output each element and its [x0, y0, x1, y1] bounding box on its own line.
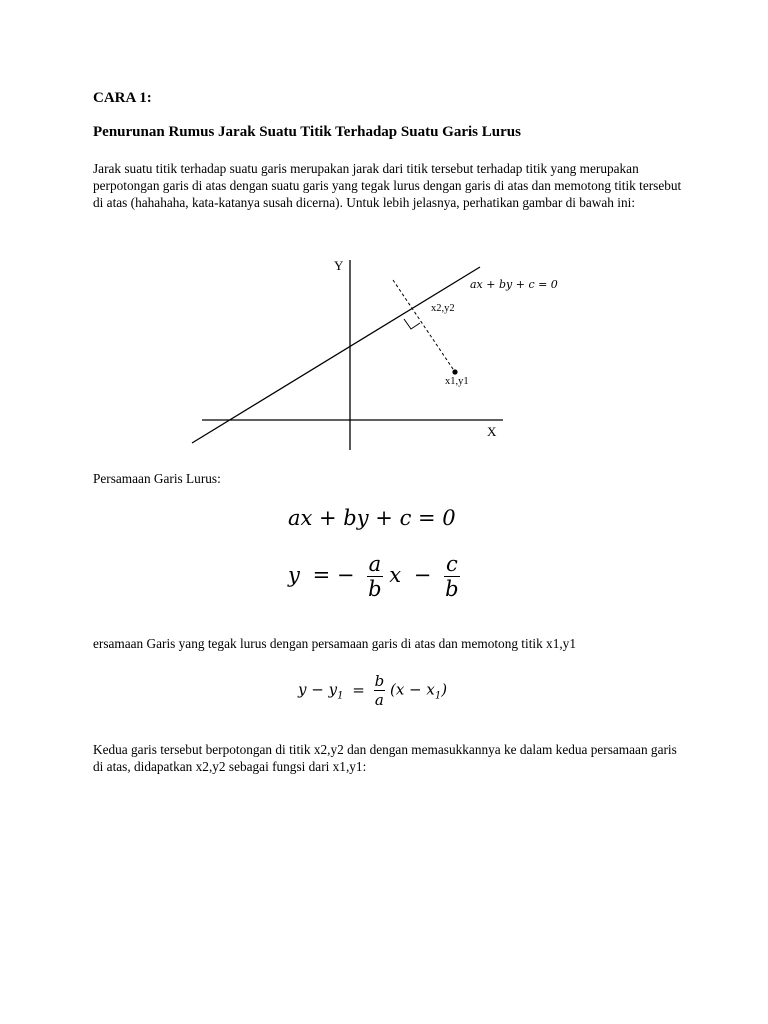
- equation-line-slope-form: [288, 552, 460, 601]
- eq3-rhs-subscript: 1: [434, 690, 442, 702]
- line-equation-label: ax + by + c = 0: [470, 278, 558, 291]
- eq2-frac-c-num: c: [445, 552, 458, 576]
- point-x2y2-label: x2,y2: [431, 303, 455, 314]
- eq3-frac-num: b: [374, 672, 385, 690]
- eq2-minus: −: [413, 563, 432, 587]
- perpendicular-paragraph-text: ersamaan Garis yang tegak lurus dengan persamaan garis di atas dan memotong titik x1,y1: [93, 636, 576, 651]
- label-persamaan-garis: [93, 470, 683, 487]
- point-x1y1-dot: [452, 369, 457, 374]
- label-persamaan-garis-text: Persamaan Garis Lurus:: [93, 471, 221, 486]
- right-angle-marker: [404, 319, 420, 329]
- main-line: [192, 267, 480, 443]
- equation-perpendicular-line: [298, 672, 447, 709]
- document-title: Penurunan Rumus Jarak Suatu Titik Terhadap Suatu Garis Lurus: [93, 124, 521, 140]
- intersection-paragraph-text: Kedua garis tersebut berpotongan di titik x2,y2 dan dengan memasukkannya ke dalam kedua persamaan garis di atas, didapatkan x2,y2 sebagai fungsi dari x1,y1:: [93, 742, 677, 774]
- eq2-frac-c-den: b: [445, 577, 459, 601]
- eq2-fraction-c-b: [444, 552, 459, 601]
- equation-line-general: ax + by + c = 0: [288, 506, 456, 530]
- section-heading: CARA 1:: [93, 90, 152, 106]
- distance-diagram: [180, 250, 580, 460]
- point-x1y1-label: x1,y1: [445, 376, 469, 387]
- intersection-paragraph: [93, 741, 683, 775]
- x-axis-label: X: [487, 424, 497, 439]
- intro-paragraph-text: Jarak suatu titik terhadap suatu garis merupakan jarak dari titik tersebut terhadap titik yang merupakan perpotongan garis di atas dengan suatu garis yang tegak lurus dengan garis di atas dan memotong titik tersebut di atas (hahahaha, kata-katanya susah dicerna). Untuk lebih jelasnya, perhatikan gambar di bawah ini:: [93, 161, 682, 210]
- eq3-fraction-b-a: [374, 672, 386, 709]
- eq2-y: y: [288, 563, 300, 587]
- eq3-lhs: y − y: [298, 680, 338, 699]
- eq2-equals-minus: = −: [312, 563, 355, 587]
- eq3-frac-den: a: [374, 691, 384, 709]
- eq2-x: x: [389, 563, 402, 587]
- eq3-rhs: (x − x: [389, 680, 435, 699]
- intro-paragraph: [93, 160, 683, 211]
- eq2-frac-a-num: a: [368, 552, 382, 576]
- eq3-close-paren: ): [441, 680, 448, 699]
- eq2-frac-a-den: b: [368, 577, 382, 601]
- perpendicular-line: [393, 280, 455, 372]
- eq3-equals: =: [352, 680, 365, 699]
- eq2-fraction-a-b: [367, 552, 382, 601]
- perpendicular-paragraph: [93, 635, 683, 652]
- eq3-lhs-subscript: 1: [337, 690, 344, 702]
- y-axis-label: Y: [334, 258, 344, 273]
